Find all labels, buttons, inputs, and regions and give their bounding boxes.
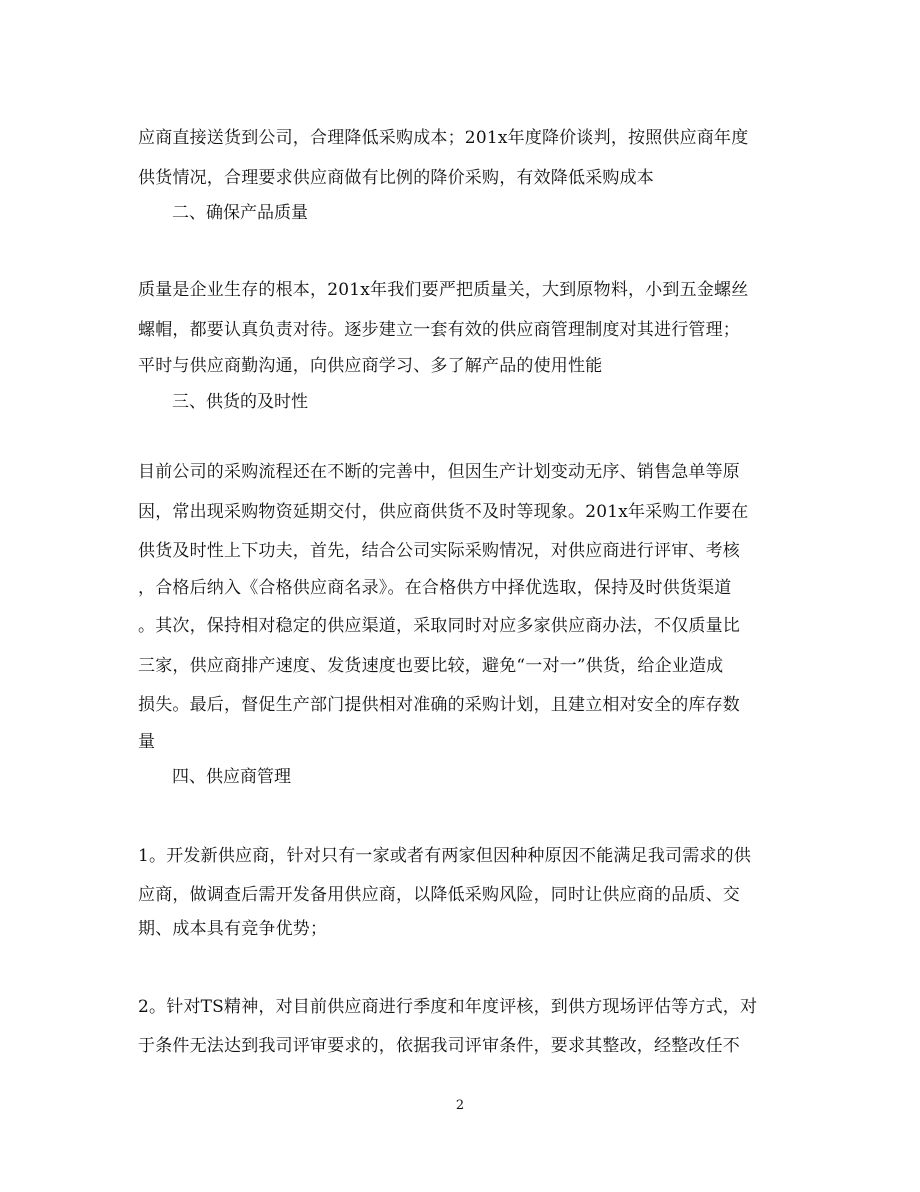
paragraph-line: ，合格后纳入《合格供应商名录》。在合格供方中择优选取，保持及时供货渠道 (138, 578, 732, 598)
section-heading: 四、供应商管理 (172, 767, 291, 787)
paragraph-line: 2。针对TS精神，对目前供应商进行季度和年度评核，到供方现场评估等方式，对 (138, 997, 758, 1017)
paragraph-line: 螺帽，都要认真负责对待。逐步建立一套有效的供应商管理制度对其进行管理； (138, 320, 740, 340)
section-heading: 二、确保产品质量 (172, 203, 308, 223)
paragraph-line: 量 (138, 732, 156, 752)
paragraph-line: 供货及时性上下功夫，首先，结合公司实际采购情况，对供应商进行评审、考核 (138, 541, 740, 561)
paragraph-line: 。其次，保持相对稳定的供应渠道，采取同时对应多家供应商办法，不仅质量比 (138, 616, 740, 636)
paragraph-line: 期、成本具有竞争优势； (138, 919, 328, 939)
paragraph-line: 质量是企业生存的根本，201x年我们要严把质量关，大到原物料，小到五金螺丝 (138, 280, 749, 300)
paragraph-line: 于条件无法达到我司评审要求的，依据我司评审条件，要求其整改，经整改任不 (138, 1036, 740, 1056)
paragraph-line: 因，常出现采购物资延期交付，供应商供货不及时等现象。201x年采购工作要在 (138, 502, 749, 522)
paragraph-line: 供货情况，合理要求供应商做有比例的降价采购，有效降低采购成本 (138, 168, 654, 188)
paragraph-line: 1。开发新供应商，针对只有一家或者有两家但因种种原因不能满足我司需求的供 (138, 846, 752, 866)
paragraph-line: 应商直接送货到公司，合理降低采购成本；201x年度降价谈判，按照供应商年度 (138, 128, 749, 148)
paragraph-line: 三家，供应商排产速度、发货速度也要比较，避免“一对一”供货，给企业造成 (138, 656, 724, 676)
section-heading: 三、供货的及时性 (172, 392, 308, 412)
paragraph-line: 损失。最后，督促生产部门提供相对准确的采购计划，且建立相对安全的库存数 (138, 695, 740, 715)
paragraph-line: 应商，做调查后需开发备用供应商，以降低采购风险，同时让供应商的品质、交 (138, 885, 740, 905)
paragraph-line: 平时与供应商勤沟通，向供应商学习、多了解产品的使用性能 (138, 356, 603, 376)
paragraph-line: 目前公司的采购流程还在不断的完善中，但因生产计划变动无序、销售急单等原 (138, 462, 740, 482)
page-number: 2 (455, 1098, 465, 1113)
